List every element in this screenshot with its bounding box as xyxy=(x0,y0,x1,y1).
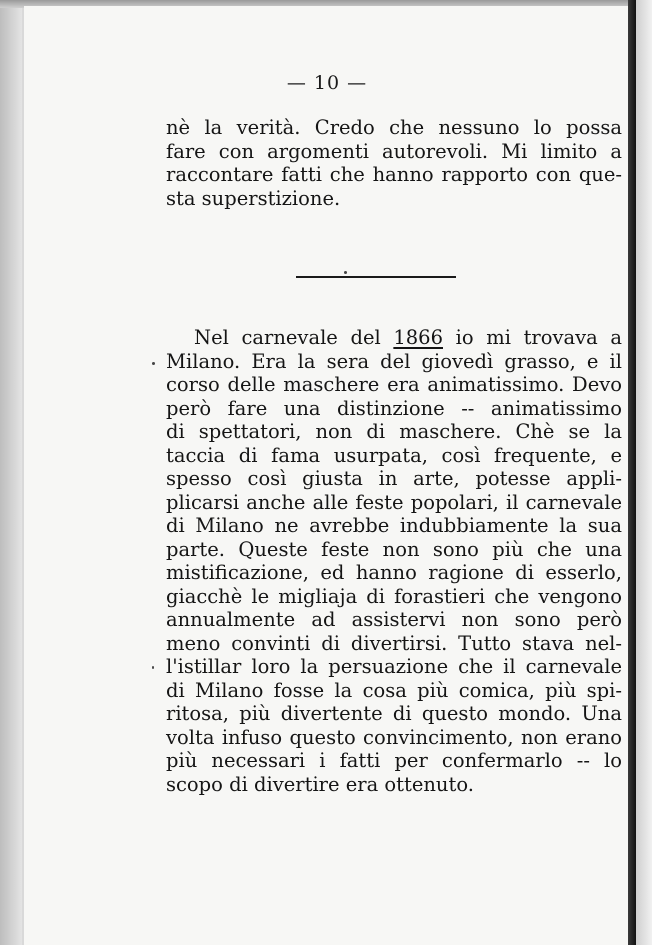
text-line: più necessari i fatti per confermarlo -- lo xyxy=(166,749,622,772)
page-number: — 10 — xyxy=(286,72,368,94)
text-line: nè la verità. Credo che nessuno lo possa xyxy=(166,116,622,139)
section-divider xyxy=(296,276,456,278)
text-line: ritosa, più divertente di questo mondo. Una xyxy=(166,702,622,725)
text-line: di spettatori, non di maschere. Chè se la xyxy=(166,420,622,443)
underlined-year: 1866 xyxy=(393,326,443,349)
right-page-edge xyxy=(636,0,652,945)
text-line: annualmente ad assistervi non sono però xyxy=(166,608,622,631)
text-line: Nel carnevale del 1866 io mi trovava a xyxy=(194,326,622,349)
text-line: fare con argomenti autorevoli. Mi limito a xyxy=(166,139,622,163)
text-line: taccia di fama usurpata, così frequente, e xyxy=(166,443,622,467)
text-line: di Milano ne avrebbe indubbiamente la sua xyxy=(166,514,622,537)
text-line: l'istillar loro la persuazione che il carnevale xyxy=(166,655,622,678)
text-line: di Milano fosse la cosa più comica, più spi- xyxy=(166,678,622,702)
text-line: sta superstizione. xyxy=(166,186,341,210)
text-line: plicarsi anche alle feste popolari, il carnevale xyxy=(166,490,622,514)
text-line: meno convinti di divertirsi. Tutto stava nel- xyxy=(166,631,622,655)
paragraph-1 xyxy=(166,116,622,210)
text-line: spesso così giusta in arte, potesse appli- xyxy=(166,467,622,490)
text-line: volta infuso questo convincimento, non erano xyxy=(166,725,622,749)
text-line: scopo di divertire era ottenuto. xyxy=(166,772,474,796)
text-line: mistificazione, ed hanno ragione di esserlo, xyxy=(166,561,622,584)
text-line: giacchè le migliaja di forastieri che vengono xyxy=(166,584,622,608)
left-page-edge xyxy=(0,0,22,945)
text-line: raccontare fatti che hanno rapporto con que- xyxy=(166,163,622,186)
ink-speck xyxy=(152,666,154,669)
text-line: però fare una distinzione -- animatissimo xyxy=(166,396,622,420)
paragraph-2 xyxy=(166,326,622,796)
ink-speck xyxy=(344,271,347,274)
text-line: parte. Queste feste non sono più che una xyxy=(166,537,622,561)
text-line: Milano. Era la sera del giovedì grasso, e il xyxy=(166,349,622,373)
book-page xyxy=(24,6,630,945)
ink-speck xyxy=(152,362,155,365)
page-gutter-shadow xyxy=(628,0,636,945)
text-line: corso delle maschere era animatissimo. Devo xyxy=(166,373,622,396)
